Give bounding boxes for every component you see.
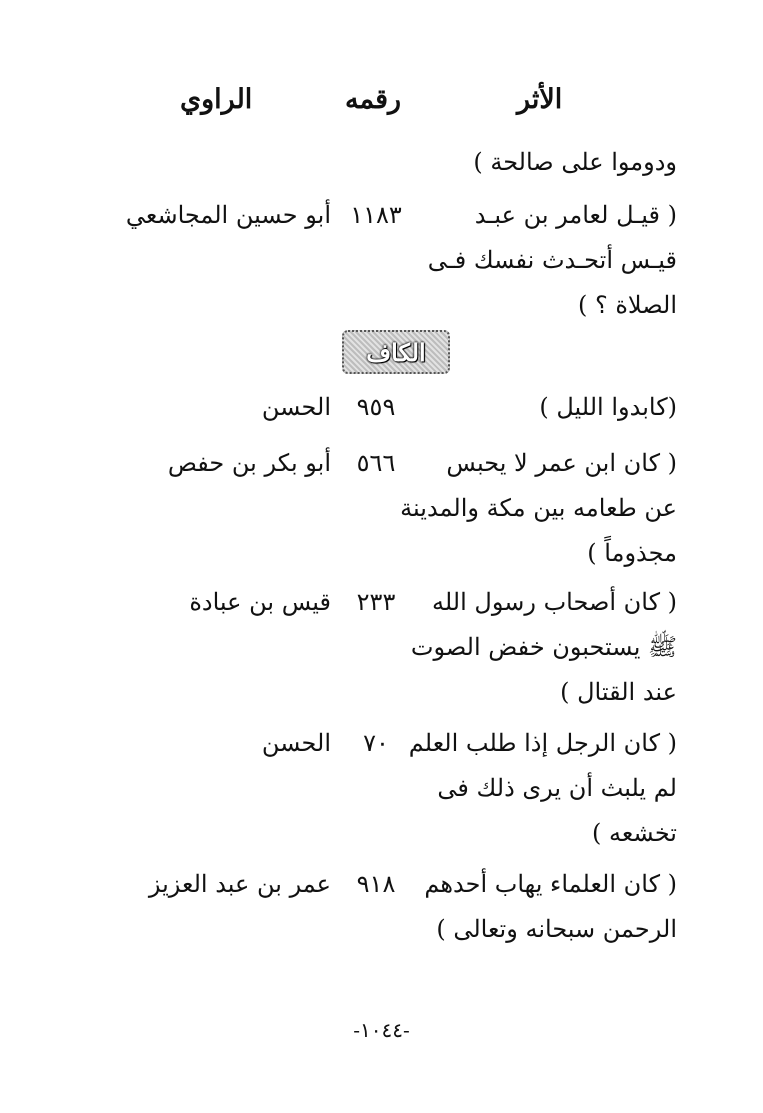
athar-number: ٢٣٣ [356, 588, 396, 616]
athar-line: ( كان العلماء يهاب أحدهم [424, 870, 677, 898]
athar-line: ( كان أصحاب رسول الله [431, 588, 677, 616]
athar-text [424, 862, 677, 952]
athar-number: ٥٦٦ [356, 449, 396, 477]
athar-line: ( كان ابن عمر لا يحبس [446, 449, 677, 477]
athar-line: ( كان الرجل إذا طلب العلم [408, 729, 677, 757]
narrator-name: الحسن [261, 393, 331, 421]
athar-line: عند القتال ) [560, 678, 677, 706]
narrator-name: الحسن [261, 729, 331, 757]
athar-line: الصلاة ؟ ) [577, 291, 677, 319]
athar-number: ٩٥٩ [356, 393, 396, 421]
athar-text [400, 441, 677, 576]
section-heading-text: الكاف [366, 337, 426, 367]
athar-line: مجذوماً ) [587, 539, 677, 567]
athar-line: قيـس أتحـدث نفسك فـى [427, 246, 677, 274]
athar-line: الرحمن سبحانه وتعالى ) [436, 915, 677, 943]
narrator-name: عمر بن عبد العزيز [148, 870, 331, 898]
section-heading-badge [342, 330, 450, 374]
column-headers [0, 84, 763, 128]
narrator-name: أبو بكر بن حفص [167, 449, 331, 477]
athar-text [408, 721, 677, 856]
header-narrator: الراوي [180, 84, 253, 115]
continuation-line: ودوموا على صالحة ) [473, 148, 677, 176]
narrator-name: أبو حسين المجاشعي [125, 201, 331, 229]
header-athar: الأثر [517, 84, 563, 115]
athar-line: لم يلبث أن يرى ذلك فى [437, 774, 677, 802]
athar-line: عن طعامه بين مكة والمدينة [400, 494, 677, 522]
athar-line: ﷺ يستحبون خفض الصوت [410, 633, 677, 661]
header-number: رقمه [345, 84, 402, 115]
athar-number: ١١٨٣ [350, 201, 402, 229]
athar-line: تخشعه ) [591, 819, 677, 847]
athar-text [410, 580, 677, 715]
narrator-name: قيس بن عبادة [189, 588, 331, 616]
athar-number: ٧٠ [363, 729, 389, 757]
athar-line: (كابدوا الليل ) [539, 393, 677, 421]
athar-number: ٩١٨ [356, 870, 396, 898]
page-number: -١٠٤٤- [353, 1018, 410, 1042]
athar-text [427, 193, 677, 328]
athar-line: ( قيـل لعامر بن عبـد [474, 201, 677, 229]
athar-text [427, 385, 677, 430]
